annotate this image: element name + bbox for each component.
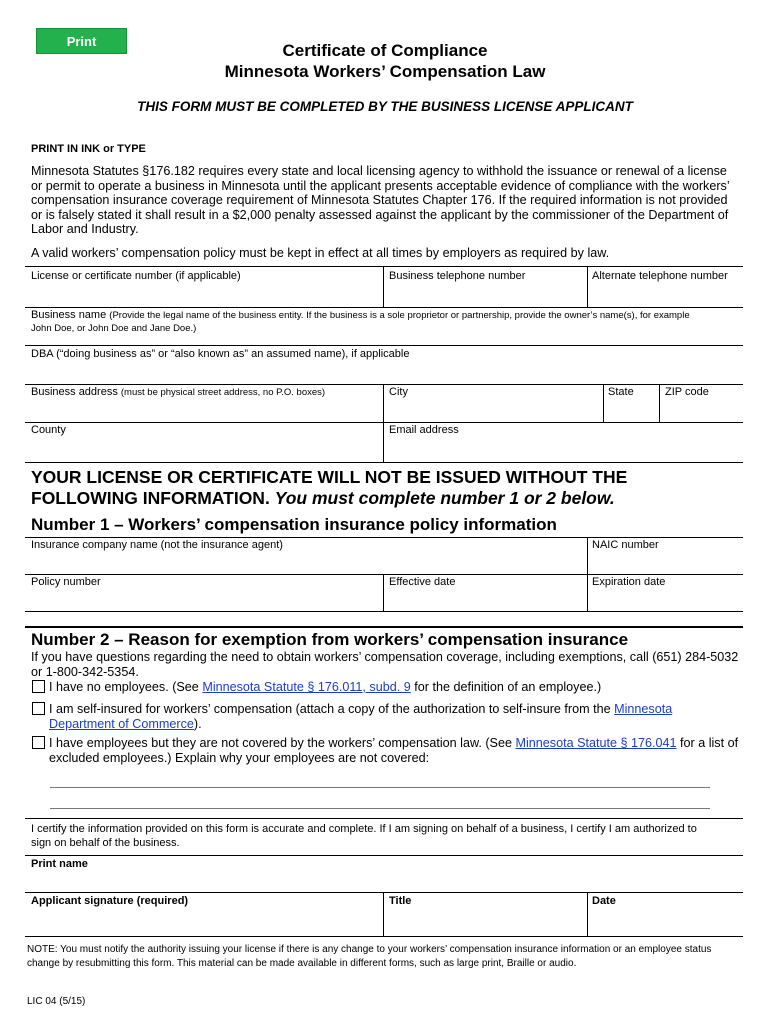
policy-number-label: Policy number	[31, 576, 101, 588]
effective-date-label: Effective date	[389, 576, 456, 588]
warning-heading-2	[31, 488, 615, 509]
divider	[25, 422, 743, 423]
intro-paragraph	[31, 164, 751, 237]
business-name-title: Business name	[31, 309, 107, 321]
business-phone-label: Business telephone number	[389, 270, 526, 282]
expiration-date-label: Expiration date	[592, 576, 666, 588]
statute-176-041-link[interactable]: Minnesota Statute § 176.041	[515, 736, 677, 750]
form-id: LIC 04 (5/15)	[27, 996, 86, 1007]
divider	[25, 936, 743, 937]
divider	[587, 892, 588, 936]
divider	[383, 384, 384, 422]
divider	[25, 611, 743, 612]
business-address-field[interactable]	[28, 400, 380, 420]
business-address-note: (must be physical street address, no P.O. boxes)	[120, 387, 326, 398]
note-text: NOTE: You must notify the authority issuing your license if there is any change to your workers’ compensation insurance information or an employee status	[27, 944, 712, 955]
divider	[25, 462, 743, 463]
alt-phone-field[interactable]	[590, 284, 740, 305]
license-number-field[interactable]	[28, 284, 380, 305]
warning-heading: YOUR LICENSE OR CERTIFICATE WILL NOT BE ISSUED WITHOUT THE	[31, 467, 628, 487]
no-employees-text-end: for the definition of an employee.)	[410, 680, 602, 694]
county-field[interactable]	[28, 438, 380, 460]
intro-line: Labor and Industry.	[31, 222, 139, 237]
divider	[383, 422, 384, 462]
signature-field[interactable]	[28, 910, 380, 934]
naic-field[interactable]	[590, 553, 740, 572]
business-name-note: (Provide the legal name of the business entity. If the business is a sole proprietor or partnership, provide the owner’s name(s), for example	[109, 310, 690, 321]
questions-text: If you have questions regarding the need to obtain workers’ compensation coverage, including exemptions, call (651) 284-5032	[31, 650, 739, 664]
title-field[interactable]	[386, 910, 584, 934]
business-address-label	[31, 386, 325, 399]
form-title: Certificate of Compliance	[282, 41, 488, 60]
county-label: County	[31, 424, 66, 436]
intro-line: or is falsely stated it shall result in a $2,000 penalty assessed against the applicant by the commissioner of the Department of	[31, 207, 729, 222]
divider	[25, 307, 743, 308]
explanation-line-1[interactable]	[50, 768, 710, 788]
zip-field[interactable]	[662, 400, 740, 420]
signature-label: Applicant signature (required)	[31, 895, 189, 907]
not-covered-option	[49, 736, 738, 751]
questions-phone: or 1-800-342-5354.	[31, 665, 139, 679]
commerce-link-2[interactable]: Department of Commerce	[49, 717, 194, 731]
divider	[587, 574, 588, 611]
note-text-2: change by resubmitting this form. This material can be made available in different forms, such as large print, Braille or audio.	[27, 958, 577, 969]
divider	[587, 266, 588, 307]
state-label: State	[608, 386, 634, 398]
divider	[25, 818, 743, 819]
no-employees-checkbox[interactable]	[32, 680, 45, 693]
divider	[25, 855, 743, 856]
business-phone-field[interactable]	[386, 284, 584, 305]
no-employees-option	[49, 680, 601, 695]
divider	[25, 345, 743, 346]
zip-label: ZIP code	[665, 386, 709, 398]
self-insured-option-2	[49, 717, 202, 732]
intro-line: or permit to operate a business in Minnesota until the applicant presents acceptable evidence of compliance with the workers’	[31, 178, 730, 193]
divider	[383, 892, 384, 936]
warning-instruction: You must complete number 1 or 2 below.	[274, 488, 615, 508]
city-label: City	[389, 386, 408, 398]
self-insured-text-end: ).	[193, 717, 202, 731]
print-button[interactable]: Print	[36, 28, 127, 54]
business-name-note-2: John Doe, or John Doe and Jane Doe.)	[31, 323, 197, 334]
business-address-title: Business address	[31, 386, 118, 398]
title-label: Title	[389, 895, 412, 907]
number1-heading: Number 1 – Workers’ compensation insurance policy information	[31, 515, 557, 534]
warning-text: FOLLOWING INFORMATION.	[31, 488, 270, 508]
intro-line: compensation insurance coverage requirement of Minnesota Statutes Chapter 176. If the required information is not provided	[31, 193, 728, 208]
date-field[interactable]	[590, 910, 740, 934]
divider	[25, 892, 743, 893]
divider	[25, 266, 743, 267]
insurance-company-label: Insurance company name (not the insurance agent)	[31, 539, 283, 551]
not-covered-explain: excluded employees.) Explain why your employees are not covered:	[49, 751, 430, 765]
divider	[383, 266, 384, 307]
self-insured-option	[49, 702, 672, 717]
certify-text: I certify the information provided on this form is accurate and complete. If I am signing on behalf of a business, I certify I am authorized to	[31, 823, 697, 835]
explanation-line-2[interactable]	[50, 790, 710, 809]
print-name-label: Print name	[31, 858, 88, 870]
print-name-field[interactable]	[28, 872, 740, 890]
intro-line: Minnesota Statutes §176.182 requires every state and local licensing agency to withhold the issuance or renewal of a license	[31, 164, 727, 178]
city-field[interactable]	[386, 400, 600, 420]
email-field[interactable]	[386, 438, 740, 460]
form-subtitle-law: Minnesota Workers’ Compensation Law	[224, 62, 546, 81]
business-name-field[interactable]	[28, 334, 740, 344]
statute-176-011-link[interactable]: Minnesota Statute § 176.011, subd. 9	[202, 680, 411, 694]
dba-label: DBA (“doing business as” or “also known as” an assumed name), if applicable	[31, 348, 410, 360]
certify-text-2: sign on behalf of the business.	[31, 837, 180, 849]
divider	[659, 384, 660, 422]
expiration-date-field[interactable]	[590, 590, 740, 609]
naic-label: NAIC number	[592, 539, 659, 551]
commerce-link[interactable]: Minnesota	[614, 702, 673, 716]
print-in-ink-label: PRINT IN INK or TYPE	[31, 143, 146, 155]
no-employees-text: I have no employees. (See	[49, 680, 203, 694]
divider	[25, 537, 743, 538]
not-covered-checkbox[interactable]	[32, 736, 45, 749]
alt-phone-label: Alternate telephone number	[592, 270, 728, 282]
not-covered-text: I have employees but they are not covered by the workers’ compensation law. (See	[49, 736, 516, 750]
divider	[603, 384, 604, 422]
state-field[interactable]	[606, 400, 656, 420]
divider	[587, 537, 588, 574]
section-divider	[25, 626, 743, 628]
dba-field[interactable]	[28, 362, 740, 382]
valid-policy-text: A valid workers’ compensation policy must be kept in effect at all times by employers as required by law.	[31, 246, 610, 260]
self-insured-text: I am self-insured for workers’ compensation (attach a copy of the authorization to self-insure from the	[49, 702, 615, 716]
effective-date-field[interactable]	[386, 590, 584, 609]
not-covered-text-end: for a list of	[676, 736, 739, 750]
insurance-company-field[interactable]	[28, 553, 584, 572]
email-label: Email address	[389, 424, 459, 436]
policy-number-field[interactable]	[28, 590, 380, 609]
form-instruction: THIS FORM MUST BE COMPLETED BY THE BUSINESS LICENSE APPLICANT	[137, 99, 633, 114]
divider	[25, 574, 743, 575]
number2-heading: Number 2 – Reason for exemption from workers’ compensation insurance	[31, 630, 629, 649]
self-insured-checkbox[interactable]	[32, 702, 45, 715]
license-number-label: License or certificate number (if applicable)	[31, 270, 241, 282]
divider	[25, 384, 743, 385]
business-name-label	[31, 309, 741, 335]
date-label: Date	[592, 895, 616, 907]
divider	[383, 574, 384, 611]
